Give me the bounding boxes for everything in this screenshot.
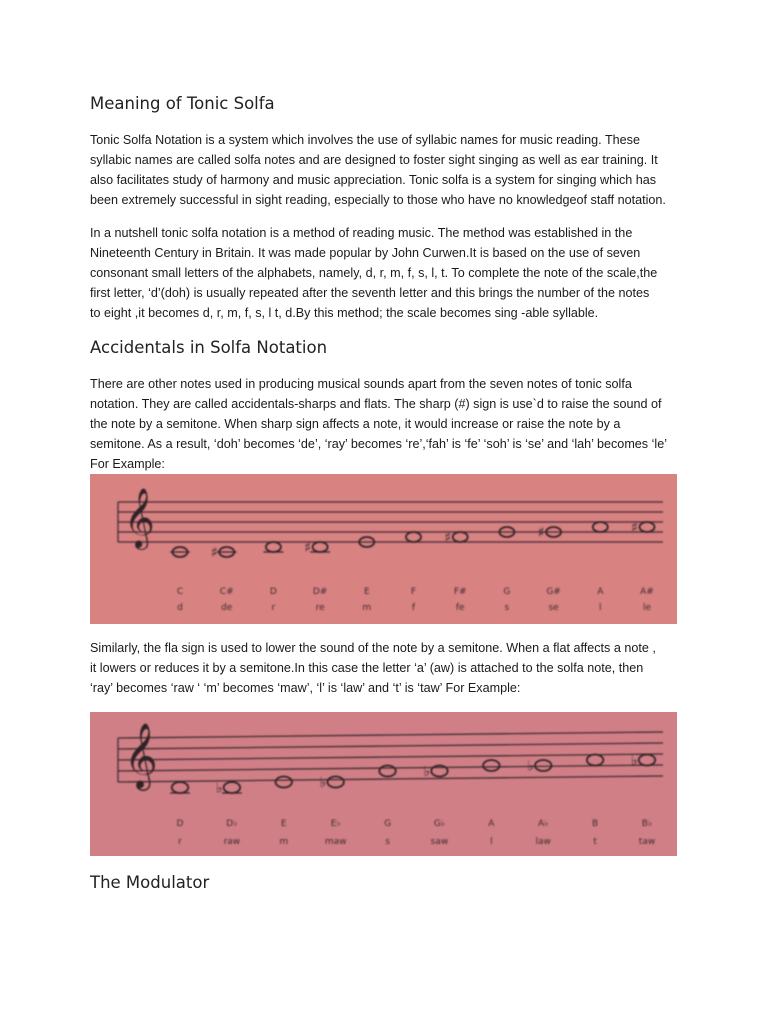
- note-letter-label: D: [176, 819, 184, 829]
- note-letter-label: E: [363, 587, 370, 597]
- paragraph-flats: [90, 638, 682, 698]
- solfa-label: l: [599, 603, 602, 613]
- note-letter-label: C#: [219, 587, 234, 597]
- text-line: Tonic Solfa Notation is a system which involves the use of syllabic names for music reading. These: [90, 133, 640, 147]
- text-line: consonant small letters of the alphabets, namely, d, r, m, f, s, l, t. To complete the note of the scale,the: [90, 266, 658, 280]
- text-line: been extremely successful in sight reading, especially to those who have no knowledgeof staff notation.: [90, 193, 666, 207]
- solfa-label: re: [315, 603, 325, 613]
- text-line: ‘ray’ becomes ‘raw ‘ ‘m’ becomes ‘maw’, ‘l’ is ‘law’ and ‘t’ is ‘taw’ For Example:: [90, 681, 521, 695]
- solfa-label: r: [271, 603, 276, 613]
- text-line: also facilitates study of harmony and music appreciation. Tonic solfa is a system for singing which has: [90, 173, 657, 187]
- heading-the-modulator: The Modulator: [90, 873, 210, 892]
- solfa-label: t: [593, 837, 597, 847]
- text-line: Similarly, the fla sign is used to lower the sound of the note by a semitone. When a flat affects a note ,: [90, 641, 656, 655]
- note-letter-label: E: [280, 819, 287, 829]
- text-line: There are other notes used in producing musical sounds apart from the seven notes of tonic solfa: [90, 377, 632, 391]
- note-letter-label: A: [597, 587, 604, 597]
- note-letter-label: G: [503, 587, 511, 597]
- solfa-label: maw: [324, 837, 347, 847]
- flats-staff-figure: [90, 712, 677, 856]
- note-letter-label: A#: [640, 587, 654, 597]
- note-letter-label: A: [488, 819, 495, 829]
- solfa-label: fe: [455, 603, 465, 613]
- solfa-label: taw: [638, 837, 656, 847]
- solfa-label: m: [362, 603, 372, 613]
- note-letter-label: G♭: [433, 819, 446, 829]
- solfa-label: raw: [223, 837, 241, 847]
- solfa-label: law: [535, 837, 551, 847]
- solfa-label: f: [411, 603, 416, 613]
- treble-clef-icon: 𝄞: [124, 488, 155, 548]
- sharps-staff-figure: [90, 474, 677, 624]
- solfa-label: de: [221, 603, 233, 613]
- accidental-icon: ♭: [215, 780, 223, 797]
- accidental-icon: ♯: [210, 545, 218, 561]
- solfa-label: saw: [430, 837, 449, 847]
- accidental-icon: ♭: [423, 764, 431, 780]
- text-line: syllabic names are called solfa notes and are designed to foster sight singing as well as ear training. It: [90, 153, 658, 167]
- text-line: notation. They are called accidentals-sharps and flats. The sharp (#) sign is use`d to raise the sound of: [90, 397, 662, 411]
- accidental-icon: ♯: [304, 540, 311, 556]
- accidental-icon: ♯: [631, 520, 638, 536]
- treble-clef-icon: 𝄞: [124, 722, 158, 789]
- note-letter-label: E♭: [330, 819, 341, 829]
- accidental-icon: ♭: [319, 775, 327, 791]
- note-letter-label: D: [269, 587, 277, 597]
- note-letter-label: D♭: [226, 819, 238, 829]
- text-line: first letter, ‘d’(doh) is usually repeated after the seventh letter and this brings the number of the notes: [90, 286, 650, 300]
- note-letter-label: F: [410, 587, 417, 597]
- accidental-icon: ♯: [444, 530, 451, 546]
- solfa-label: m: [279, 837, 289, 847]
- paragraph-nutshell: [90, 223, 682, 323]
- text-line: to eight ,it becomes d, r, m, f, s, l t, d.By this method; the scale becomes sing -able syllable.: [90, 306, 599, 320]
- accidental-icon: ♭: [631, 753, 638, 769]
- solfa-label: d: [177, 603, 183, 613]
- note-letter-label: C: [176, 587, 184, 597]
- solfa-label: s: [385, 837, 390, 847]
- flats-staff-svg: [90, 712, 677, 856]
- accidental-icon: ♭: [527, 758, 534, 775]
- solfa-label: s: [504, 603, 510, 613]
- figure-background: [90, 712, 677, 856]
- text-line: it lowers or reduces it by a semitone.In this case the letter ‘a’ (aw) is attached to the solfa note, then: [90, 661, 644, 675]
- paragraph-accidentals-sharps: [90, 374, 682, 474]
- text-line: semitone. As a result, ‘doh’ becomes ‘de’, ‘ray’ becomes ‘re’,‘fah’ is ‘fe’ ‘soh’ is ‘se’ and ‘lah’ becomes ‘le’: [90, 437, 668, 451]
- note-letter-label: D#: [312, 587, 328, 597]
- note-letter-label: G#: [546, 587, 561, 597]
- text-line: the note by a semitone. When sharp sign affects a note, it would increase or raise the note by a: [90, 417, 621, 431]
- note-letter-label: B: [592, 819, 599, 829]
- solfa-label: l: [490, 837, 493, 847]
- text-line: In a nutshell tonic solfa notation is a method of reading music. The method was established in the: [90, 226, 633, 240]
- note-letter-label: G: [384, 819, 392, 829]
- text-line: For Example:: [90, 457, 165, 471]
- solfa-label: r: [178, 837, 182, 847]
- sharps-staff-svg: [90, 474, 677, 624]
- note-letter-label: F#: [453, 587, 467, 597]
- note-letter-label: A♭: [538, 819, 549, 829]
- paragraph-tonic-solfa-intro: [90, 130, 682, 210]
- figure-background: [90, 474, 677, 624]
- solfa-label: se: [548, 603, 559, 613]
- accidental-icon: ♯: [537, 525, 545, 541]
- solfa-label: le: [642, 603, 652, 613]
- heading-meaning-of-tonic-solfa: Meaning of Tonic Solfa: [90, 94, 275, 113]
- note-letter-label: B♭: [641, 819, 653, 829]
- heading-accidentals: Accidentals in Solfa Notation: [90, 338, 328, 357]
- text-line: Nineteenth Century in Britain. It was made popular by John Curwen.It is based on the use of seven: [90, 246, 641, 260]
